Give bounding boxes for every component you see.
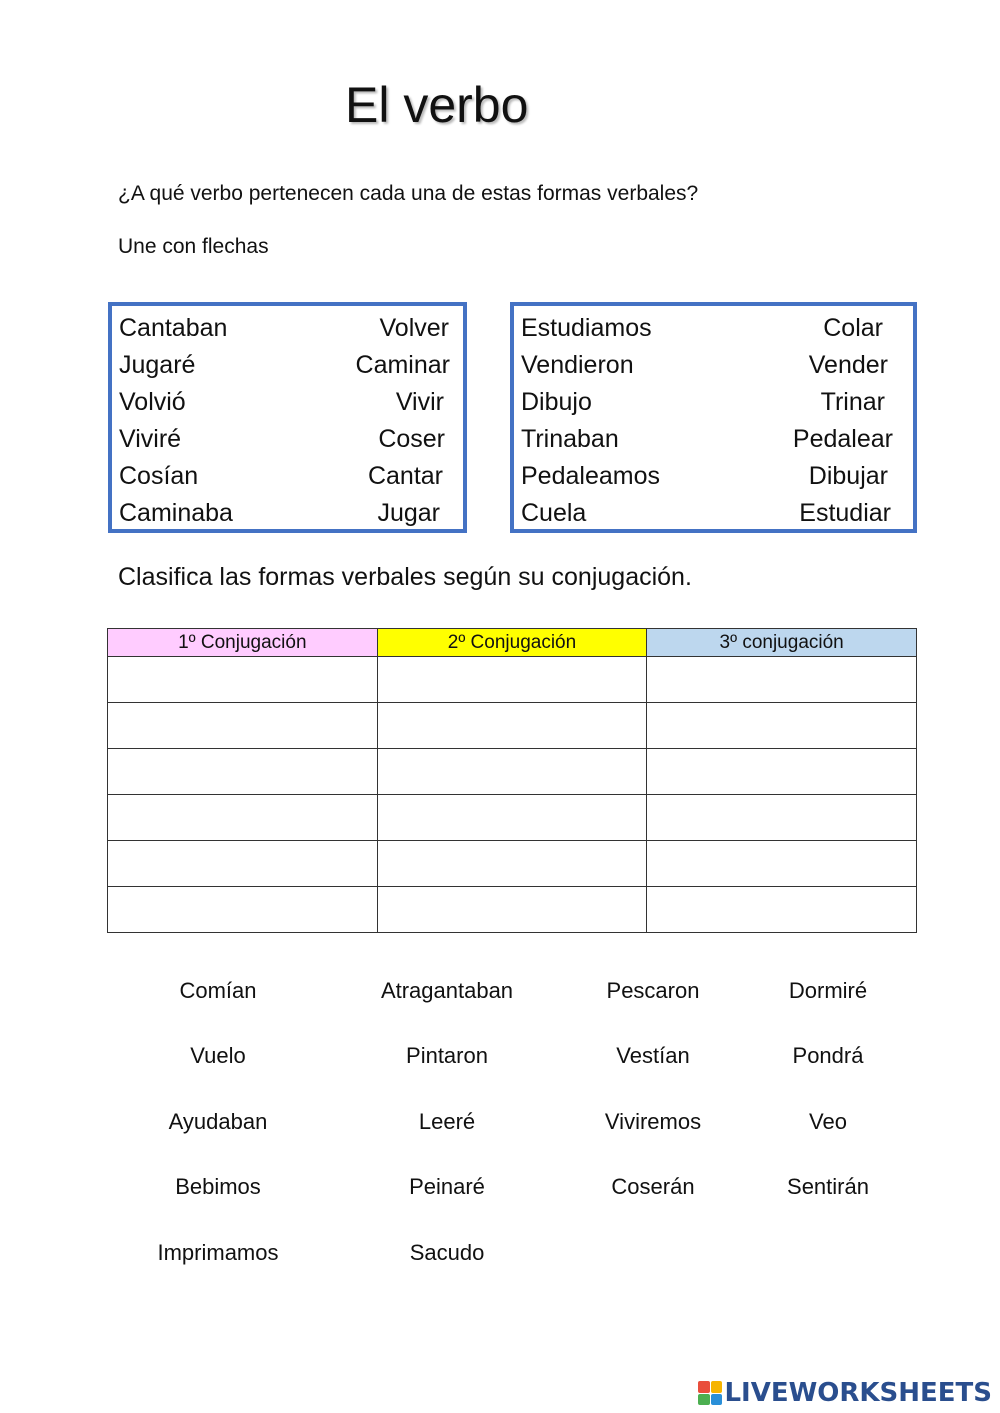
infinitive[interactable]: Vivir — [395, 388, 444, 416]
verb-form[interactable]: Cantaban — [119, 314, 228, 342]
infinitive[interactable]: Vender — [808, 351, 888, 379]
word-bank-item[interactable]: Vestían — [616, 1043, 690, 1068]
question-text: ¿A qué verbo pertenecen cada una de estas formas verbales? — [118, 182, 699, 205]
table-row — [108, 657, 917, 703]
brand-name: LIVEWORKSHEETS — [724, 1378, 992, 1408]
drop-cell[interactable] — [108, 657, 378, 703]
word-bank-item[interactable]: Veo — [809, 1109, 847, 1134]
word-bank-item[interactable]: Sacudo — [409, 1240, 485, 1265]
brand-logo[interactable] — [698, 1376, 992, 1410]
match-row — [112, 384, 463, 421]
match-row — [112, 495, 463, 532]
infinitive[interactable]: Volver — [379, 314, 449, 342]
match-box-right — [510, 302, 917, 533]
drop-cell[interactable] — [377, 703, 647, 749]
table-row — [108, 795, 917, 841]
drop-cell[interactable] — [108, 795, 378, 841]
infinitive[interactable]: Caminar — [355, 351, 450, 379]
word-bank-item[interactable]: Bebimos — [175, 1174, 261, 1199]
verb-form[interactable]: Cosían — [119, 462, 199, 490]
infinitive[interactable]: Dibujar — [808, 462, 888, 490]
header-third-conjugation: 3º conjugación — [647, 629, 917, 657]
infinitive[interactable]: Pedalear — [792, 425, 893, 453]
liveworksheets-logo-icon — [698, 1381, 722, 1405]
verb-form[interactable]: Pedaleamos — [521, 462, 660, 490]
infinitive[interactable]: Cantar — [367, 462, 443, 490]
verb-form[interactable]: Estudiamos — [521, 314, 652, 342]
match-row — [112, 347, 463, 384]
header-first-conjugation: 1º Conjugación — [108, 629, 378, 657]
verb-form[interactable]: Viviré — [119, 425, 182, 453]
word-bank-item[interactable]: Atragantaban — [380, 978, 514, 1003]
drop-cell[interactable] — [377, 795, 647, 841]
drop-cell[interactable] — [377, 749, 647, 795]
verb-form[interactable]: Dibujo — [521, 388, 592, 416]
match-row — [112, 458, 463, 495]
table-row — [108, 887, 917, 933]
table-row — [108, 749, 917, 795]
verb-form[interactable]: Cuela — [521, 499, 587, 527]
verb-form[interactable]: Trinaban — [521, 425, 619, 453]
word-bank-item[interactable]: Pintaron — [406, 1043, 488, 1068]
drop-cell[interactable] — [377, 841, 647, 887]
infinitive[interactable]: Colar — [823, 314, 883, 342]
drop-cell[interactable] — [108, 841, 378, 887]
conjugation-table — [107, 628, 917, 933]
classify-heading: Clasifica las formas verbales según su conjugación. — [118, 563, 692, 591]
page-title: El verbo — [345, 77, 529, 133]
match-row — [514, 347, 913, 384]
verb-form[interactable]: Jugaré — [119, 351, 196, 379]
word-bank-item[interactable]: Ayudaban — [168, 1109, 268, 1134]
table-row — [108, 841, 917, 887]
infinitive[interactable]: Estudiar — [799, 499, 891, 527]
drop-cell[interactable] — [647, 749, 917, 795]
verb-form[interactable]: Vendieron — [521, 351, 634, 379]
word-bank-item[interactable]: Sentirán — [787, 1174, 869, 1199]
drop-cell[interactable] — [647, 841, 917, 887]
match-row — [112, 310, 463, 347]
word-bank-item[interactable]: Pondrá — [792, 1043, 864, 1068]
word-bank-item[interactable]: Vuelo — [190, 1043, 246, 1068]
drop-cell[interactable] — [377, 657, 647, 703]
word-bank-item[interactable]: Imprimamos — [157, 1240, 279, 1265]
verb-form[interactable]: Caminaba — [119, 499, 233, 527]
match-row — [514, 495, 913, 532]
drop-cell[interactable] — [647, 703, 917, 749]
word-bank-item[interactable]: Leeré — [418, 1109, 476, 1134]
drop-cell[interactable] — [647, 795, 917, 841]
word-bank-item[interactable]: Peinaré — [409, 1174, 485, 1199]
infinitive[interactable]: Trinar — [820, 388, 885, 416]
verb-form[interactable]: Volvió — [119, 388, 186, 416]
word-bank-item[interactable]: Comían — [179, 978, 257, 1003]
drop-cell[interactable] — [647, 887, 917, 933]
infinitive[interactable]: Coser — [378, 425, 445, 453]
drop-cell[interactable] — [108, 703, 378, 749]
match-row — [514, 310, 913, 347]
instruction-text: Une con flechas — [118, 235, 269, 258]
drop-cell[interactable] — [377, 887, 647, 933]
word-bank-item[interactable]: Pescaron — [606, 978, 700, 1003]
word-bank-item[interactable]: Dormiré — [788, 978, 868, 1003]
word-bank-item[interactable]: Viviremos — [604, 1109, 702, 1134]
drop-cell[interactable] — [108, 749, 378, 795]
table-header-row — [108, 629, 917, 657]
infinitive[interactable]: Jugar — [377, 499, 440, 527]
match-row — [112, 421, 463, 458]
drop-cell[interactable] — [108, 887, 378, 933]
match-row — [514, 384, 913, 421]
table-row — [108, 703, 917, 749]
match-box-left — [108, 302, 467, 533]
match-row — [514, 421, 913, 458]
match-row — [514, 458, 913, 495]
word-bank-item[interactable]: Coserán — [611, 1174, 695, 1199]
drop-cell[interactable] — [647, 657, 917, 703]
header-second-conjugation: 2º Conjugación — [377, 629, 647, 657]
